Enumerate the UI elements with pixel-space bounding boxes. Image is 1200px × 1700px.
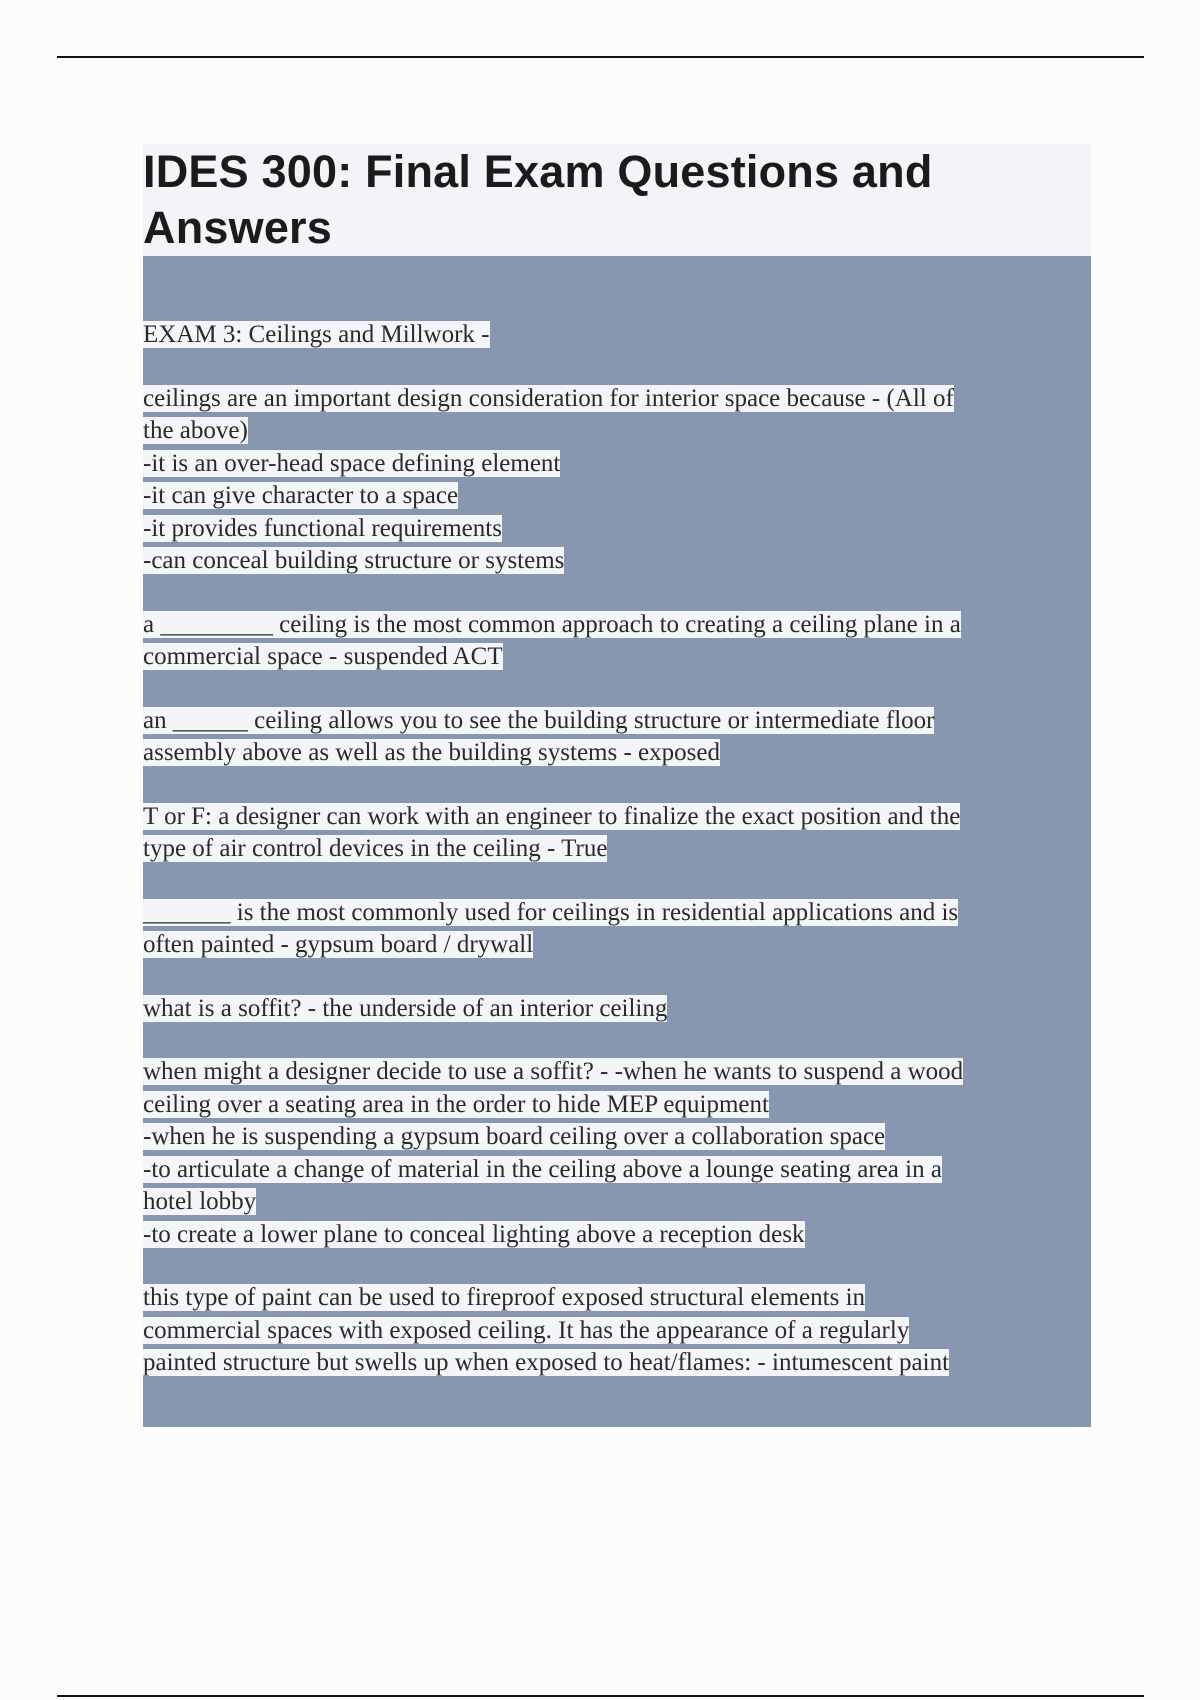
text-line: -it provides functional requirements xyxy=(143,514,502,542)
text-line: ceiling over a seating area in the order to hide MEP equipment xyxy=(143,1090,769,1118)
text-line: when might a designer decide to use a soffit? - -when he wants to suspend a wood xyxy=(143,1058,964,1085)
paragraph xyxy=(143,319,1091,352)
text-line: this type of paint can be used to fireproof exposed structural elements in xyxy=(143,1284,866,1311)
text-line: _______ is the most commonly used for ceilings in residential applications and is xyxy=(143,898,959,926)
text-line: T or F: a designer can work with an engineer to finalize the exact position and the xyxy=(143,802,961,830)
paragraph xyxy=(143,1056,1091,1251)
text-line: assembly above as well as the building systems - exposed xyxy=(143,739,720,766)
bottom-rule xyxy=(57,1695,1144,1697)
text-line: -to create a lower plane to conceal lighting above a reception desk xyxy=(143,1220,805,1248)
text-line: what is a soffit? - the underside of an interior ceiling xyxy=(143,994,668,1022)
paragraph xyxy=(143,705,1091,770)
text-line: -can conceal building structure or systems xyxy=(143,547,565,574)
text-line: hotel lobby xyxy=(143,1188,257,1215)
text-line: commercial space - suspended ACT xyxy=(143,643,503,670)
text-line: a _________ ceiling is the most common approach to creating a ceiling plane in a xyxy=(143,610,961,638)
paragraph xyxy=(143,1282,1091,1380)
paragraph xyxy=(143,801,1091,866)
text-line: an ______ ceiling allows you to see the building structure or intermediate floor xyxy=(143,706,935,734)
paragraph xyxy=(143,993,1091,1026)
text-line: -it can give character to a space xyxy=(143,482,459,509)
title-block xyxy=(143,144,1091,256)
text-line: -it is an over-head space defining element xyxy=(143,449,561,477)
text-line: often painted - gypsum board / drywall xyxy=(143,931,534,958)
selected-content-block xyxy=(143,256,1091,1427)
text-line: EXAM 3: Ceilings and Millwork - xyxy=(143,321,490,348)
text-line: -to articulate a change of material in the ceiling above a lounge seating area in a xyxy=(143,1155,942,1183)
paragraph xyxy=(143,897,1091,962)
top-rule xyxy=(57,56,1144,58)
text-line: painted structure but swells up when exposed to heat/flames: - intumescent paint xyxy=(143,1349,950,1376)
paragraph xyxy=(143,383,1091,578)
text-line: the above) xyxy=(143,417,248,444)
paragraph xyxy=(143,609,1091,674)
text-line: -when he is suspending a gypsum board ceiling over a collaboration space xyxy=(143,1123,886,1150)
page-title: IDES 300: Final Exam Questions and Answers xyxy=(143,146,933,253)
text-line: commercial spaces with exposed ceiling. It has the appearance of a regularly xyxy=(143,1316,910,1344)
text-line: type of air control devices in the ceiling - True xyxy=(143,835,608,862)
text-line: ceilings are an important design consideration for interior space because - (All of xyxy=(143,384,954,412)
